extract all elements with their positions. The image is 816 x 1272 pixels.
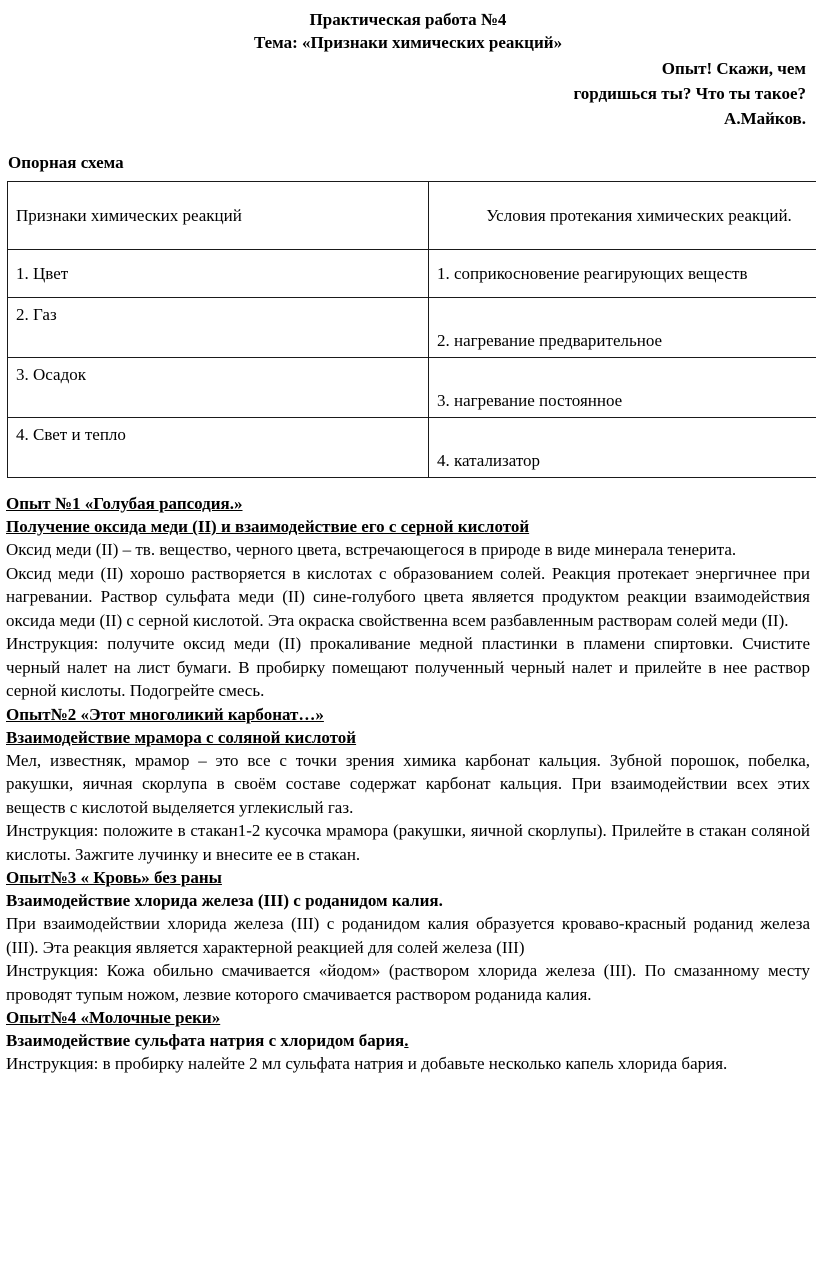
experiment-3-subtitle xyxy=(6,889,810,912)
epigraph-line-2: гордишься ты? Что ты такое? xyxy=(573,84,806,103)
epigraph-author: А.Майков. xyxy=(724,109,806,128)
scheme-label: Опорная схема xyxy=(8,153,124,172)
scheme-table xyxy=(7,181,816,478)
experiment-1 xyxy=(6,492,810,703)
experiment-1-paragraph-2: Оксид меди (II) хорошо растворяется в кислотах с образованием солей. Реакция протекает энергичнее при нагревании. Раствор сульфата меди (II) сине-голубого цвета является продуктом реакции взаимодействия оксида меди (II) с серной кислотой. Эта окраска свойственна всем разбавленным растворам солей меди (II). xyxy=(6,563,810,630)
experiment-4-title xyxy=(6,1006,810,1029)
table-header-signs: Признаки химических реакций xyxy=(8,182,429,250)
table-row xyxy=(8,418,816,478)
table-header-row xyxy=(8,182,816,250)
table-cell-sign: 3. Осадок xyxy=(8,358,429,418)
experiment-1-paragraph-1: Оксид меди (II) – тв. вещество, черного цвета, встречающегося в природе в виде минерала тенерита. xyxy=(6,540,737,559)
table-row xyxy=(8,250,816,298)
table-header-conditions: Условия протекания химических реакций. xyxy=(429,182,816,250)
experiment-2 xyxy=(6,703,810,867)
experiment-2-subtitle-text: Взаимодействие мрамора с соляной кислотой xyxy=(6,727,357,747)
page-subtitle: Тема: «Признаки химических реакций» xyxy=(253,33,563,52)
experiment-1-subtitle xyxy=(6,515,810,538)
experiment-1-title xyxy=(6,492,810,515)
table-row xyxy=(8,298,816,358)
experiment-3-paragraph-2: Инструкция: Кожа обильно смачивается «йодом» (раствором хлорида железа (III). По смазанному месту проводят тупым ножом, лезвие которого смачивается раствором роданида калия. xyxy=(6,961,810,1004)
experiment-2-title xyxy=(6,703,810,726)
table-row xyxy=(8,358,816,418)
experiment-1-subtitle-text: Получение оксида меди (II) и взаимодействие его с серной кислотой xyxy=(6,517,530,536)
table-cell-condition: 4. катализатор xyxy=(429,418,816,478)
experiment-1-paragraph-3: Инструкция: получите оксид меди (II) прокаливание медной пластинки в пламени спиртовки. Счистите черный налет на лист бумаги. В пробирку помещают полученный черный налет и прилейте в нее раствор серной кислоты. Подогрейте смесь. xyxy=(6,634,810,700)
experiment-2-paragraph-2: Инструкция: положите в стакан1-2 кусочка мрамора (ракушки, яичной скорлупы). Прилейте в стакан соляной кислоты. Зажгите лучинку и внесите ее в стакан. xyxy=(6,821,810,864)
experiment-3-subtitle-text: Взаимодействие хлорида железа (III) с роданидом калия. xyxy=(6,891,443,910)
experiment-3 xyxy=(6,866,810,1006)
experiment-2-subtitle xyxy=(6,726,810,749)
table-cell-condition: 3. нагревание постоянное xyxy=(429,358,816,418)
epigraph xyxy=(6,56,806,131)
experiment-1-title-text: Опыт №1 «Голубая рапсодия.» xyxy=(6,494,243,513)
experiment-4 xyxy=(6,1006,810,1076)
experiment-2-title-text: Опыт№2 «Этот многоликий карбонат…» xyxy=(6,704,324,724)
experiment-4-paragraph-1: Инструкция: в пробирку налейте 2 мл сульфата натрия и добавьте несколько капель хлорида бария. xyxy=(6,1054,728,1073)
table-cell-sign: 2. Газ xyxy=(8,298,429,358)
experiment-2-paragraph-1: Мел, известняк, мрамор – это все с точки зрения химика карбонат кальция. Зубной порошок, побелка, ракушки, яичная скорлупа в своём составе содержат карбонат кальция. При взаимодействии всех этих веществ с кислотой выделяется углекислый газ. xyxy=(6,750,810,817)
experiment-3-paragraph-1: При взаимодействии хлорида железа (III) с роданидом калия образуется кроваво-красный роданид железа (III). Эта реакция является характерной реакцией для солей железа (III) xyxy=(6,914,810,957)
experiment-3-title-text: Опыт№3 « Кровь» без раны xyxy=(6,868,222,887)
document-header xyxy=(6,8,810,131)
table-cell-sign: 4. Свет и тепло xyxy=(8,418,429,478)
experiment-4-subtitle xyxy=(6,1029,810,1052)
table-cell-sign: 1. Цвет xyxy=(8,250,429,298)
experiment-4-title-text: Опыт№4 «Молочные реки» xyxy=(6,1008,221,1027)
table-cell-condition: 1. соприкосновение реагирующих веществ xyxy=(429,250,816,298)
experiment-4-subtitle-period: . xyxy=(404,1031,409,1050)
experiment-4-subtitle-text: Взаимодействие сульфата натрия с хлоридом бария xyxy=(6,1031,405,1050)
table-cell-condition: 2. нагревание предварительное xyxy=(429,298,816,358)
page-title: Практическая работа №4 xyxy=(309,10,507,29)
epigraph-line-1: Опыт! Скажи, чем xyxy=(661,59,806,78)
experiment-3-title xyxy=(6,866,810,889)
